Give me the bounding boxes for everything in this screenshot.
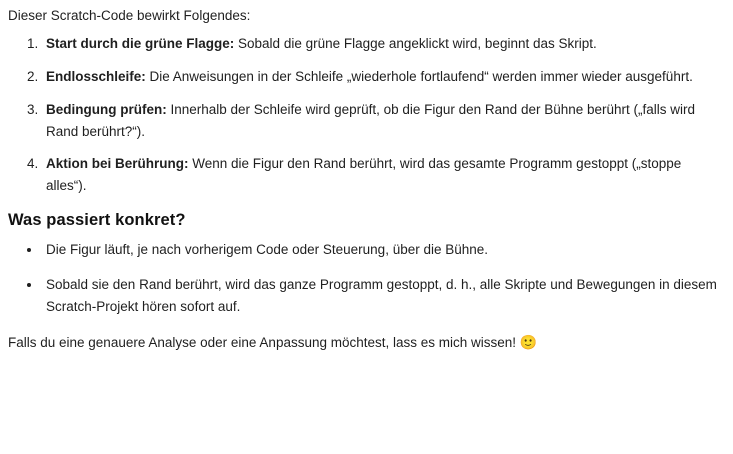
step-lead: Bedingung prüfen: (46, 101, 167, 117)
step-text: Wenn die Figur den Rand berührt, wird das gesamte Programm gestoppt („stoppe alles“). (46, 156, 682, 194)
list-item (42, 66, 723, 88)
section-heading: Was passiert konkret? (8, 211, 186, 230)
step-text: Innerhalb der Schleife wird geprüft, ob die Figur den Rand der Bühne berührt („falls wird Rand berührt?“). (46, 101, 696, 139)
smiling-face-icon: 🙂 (519, 333, 538, 350)
step-lead: Start durch die grüne Flagge: (46, 35, 235, 51)
step-text: Die Anweisungen in der Schleife „wiederhole fortlaufend“ werden immer wieder ausgeführt. (145, 68, 693, 84)
closing-paragraph (8, 332, 723, 354)
list-item (42, 153, 723, 197)
intro-paragraph: Dieser Scratch-Code bewirkt Folgendes: (8, 8, 251, 23)
list-item (42, 99, 723, 143)
step-text: Sobald die grüne Flagge angeklickt wird, beginnt das Skript. (234, 35, 597, 51)
list-item (42, 33, 723, 55)
bullet-facts-list (8, 239, 723, 318)
list-item: • Die Figur läuft, je nach vorherigem Code oder Steuerung, über die Bühne. (42, 239, 723, 261)
numbered-steps-list (8, 33, 723, 197)
list-item: • Sobald sie den Rand berührt, wird das ganze Programm gestoppt, d. h., alle Skripte und Bewegungen in diesem Scratch-Projekt hören sofort auf. (42, 274, 723, 318)
step-lead: Aktion bei Berührung: (46, 156, 189, 172)
closing-text: Falls du eine genauere Analyse oder eine Anpassung möchtest, lass es mich wissen! (8, 334, 520, 350)
step-lead: Endlosschleife: (46, 68, 146, 84)
